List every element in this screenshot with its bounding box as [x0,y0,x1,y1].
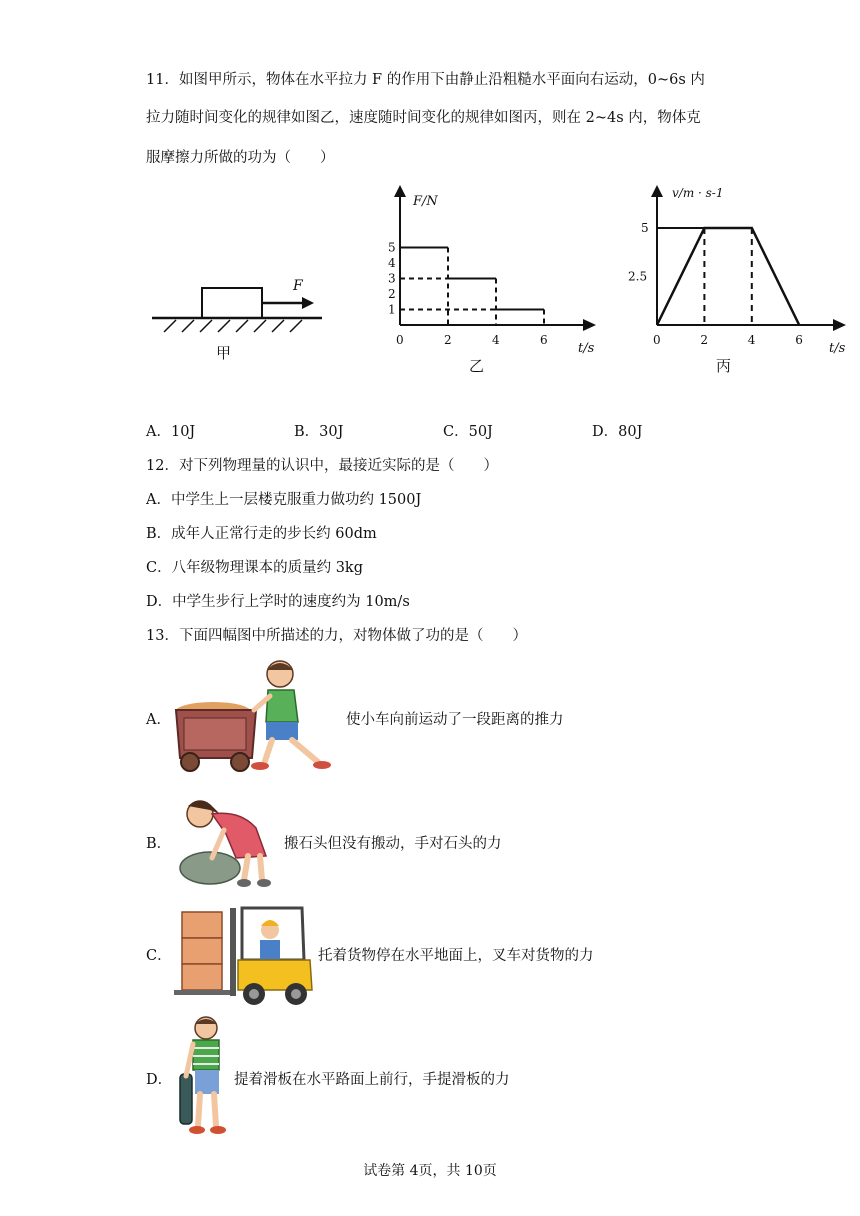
y-axis-arrow [394,185,406,197]
force-arrowhead [302,297,314,309]
y-tick-label: 2.5 [628,269,648,284]
forklift-with-boxes-icon [172,904,320,1008]
q13-option-c-letter[interactable]: C． [146,948,172,964]
girl-lifting-rock-icon [170,792,280,888]
force-label: F [293,278,303,294]
q11-option-c[interactable]: C．50J [443,424,493,440]
q12-option-b[interactable]: B．成年人正常行走的步长约 60dm [146,526,377,542]
q13-option-d-text[interactable]: 提着滑板在水平路面上前行，手提滑板的力 [234,1072,510,1088]
q11-line3: 服摩擦力所做的功为（ ） [146,150,335,166]
q12-stem: 12．对下列物理量的认识中，最接近实际的是（ ） [146,458,498,474]
q11-line2: 拉力随时间变化的规律如图乙，速度随时间变化的规律如图丙，则在 2~4s 内，物体克 [146,110,701,126]
q13-option-c-text[interactable]: 托着货物停在水平地面上，叉车对货物的力 [318,948,594,964]
q11-option-b[interactable]: B．30J [294,424,344,440]
y-tick-label: 1 [388,302,396,317]
q12-option-a[interactable]: A．中学生上一层楼克服重力做功约 1500J [146,492,422,508]
x-tick-label: 4 [747,333,756,347]
q13-option-b-letter[interactable]: B． [146,836,172,852]
x-axis-label: t/s [829,341,846,356]
chart-bing [628,185,850,375]
figure-jia [150,270,330,370]
q12-option-c[interactable]: C．八年级物理课本的质量约 3kg [146,560,363,576]
q12-option-d[interactable]: D．中学生步行上学时的速度约为 10m/s [146,594,410,610]
q13-option-d-letter[interactable]: D． [146,1072,173,1088]
x-tick-label: 2 [444,333,452,347]
y-tick-label: 4 [388,256,396,270]
boy-carrying-skateboard-icon [176,1016,236,1138]
boy-pushing-cart-icon [168,660,348,775]
caption-jia: 甲 [216,344,232,362]
x-axis-arrow [833,319,846,331]
x-tick-label: 6 [540,333,548,347]
q11-line1: 11．如图甲所示，物体在水平拉力 F 的作用下由静止沿粗糙水平面向右运动，0~6s 内 [146,72,705,88]
x-axis-arrow [583,319,596,331]
y-axis-arrow [651,185,663,197]
block [202,288,262,318]
x-tick-label: 0 [396,333,404,347]
velocity-line [657,228,799,325]
caption-yi: 乙 [469,357,485,375]
y-tick-label: 5 [388,240,396,255]
y-tick-label: 3 [388,271,396,286]
q13-option-a-text[interactable]: 使小车向前运动了一段距离的推力 [346,712,564,728]
q13-option-b-text[interactable]: 搬石头但没有搬动，手对石头的力 [284,836,502,852]
x-tick-label: 0 [653,333,661,347]
x-tick-label: 4 [492,333,500,347]
chart-yi [380,185,610,375]
y-axis-label: F/N [413,194,438,209]
x-tick-label: 6 [795,333,803,347]
x-axis-label: t/s [578,341,595,356]
ground-hatch [164,320,302,332]
q11-option-a[interactable]: A．10J [146,424,196,440]
y-tick-label: 2 [388,287,396,301]
q13-stem: 13．下面四幅图中所描述的力，对物体做了功的是（ ） [146,628,527,644]
q13-option-a-letter[interactable]: A． [146,712,171,728]
page-footer: 试卷第 4页，共 10页 [363,1163,497,1179]
caption-bing: 丙 [716,357,732,375]
y-tick-label: 5 [641,221,649,235]
y-axis-label: v/m · s-1 [672,186,724,200]
q11-option-d[interactable]: D．80J [592,424,643,440]
x-tick-label: 2 [700,333,709,347]
